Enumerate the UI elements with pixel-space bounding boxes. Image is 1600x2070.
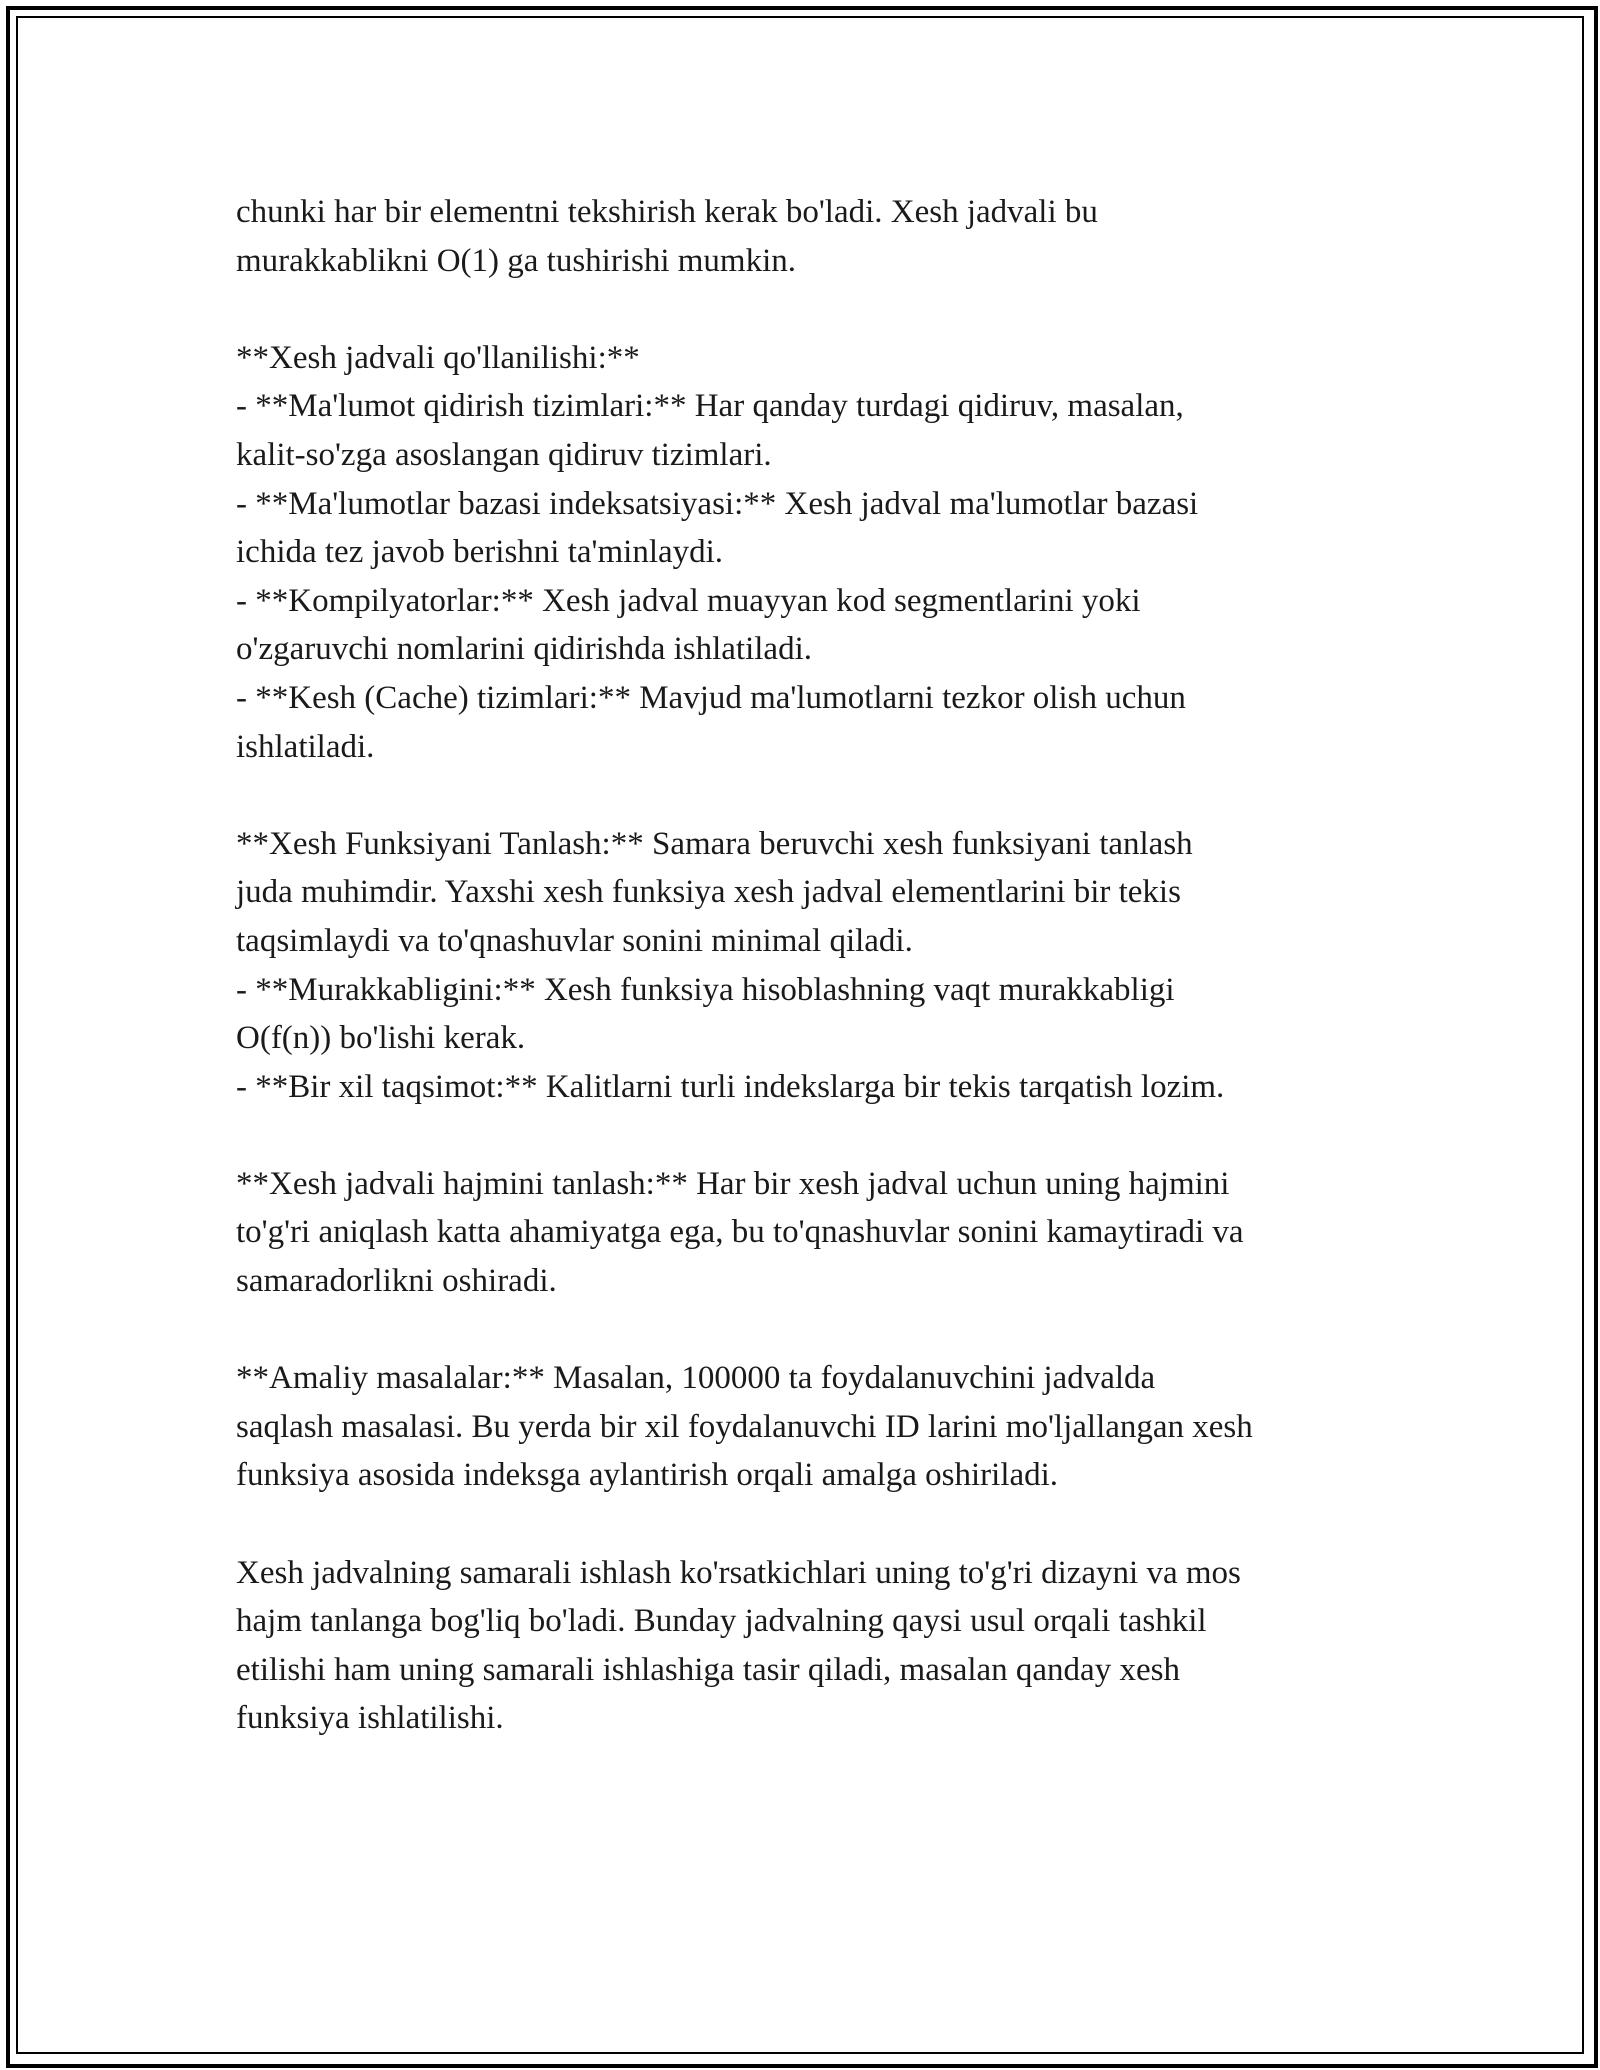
blank-line <box>236 1306 1386 1355</box>
section-heading: **Xesh jadvali qo'llanilishi:** <box>236 339 640 376</box>
paragraph-line: **Xesh jadvali hajmini tanlash:** Har bir xesh jadval uchun uning hajmini <box>236 1165 1230 1202</box>
paragraph-line: Xesh jadvalning samarali ishlash ko'rsatkichlari uning to'g'ri dizayni va mos <box>236 1554 1241 1591</box>
paragraph-line: taqsimlaydi va to'qnashuvlar sonini minimal qiladi. <box>236 922 913 959</box>
list-item: - **Murakkabligini:** Xesh funksiya hisoblashning vaqt murakkabligi <box>236 971 1175 1008</box>
paragraph-line: juda muhimdir. Yaxshi xesh funksiya xesh jadval elementlarini bir tekis <box>236 874 1181 911</box>
list-item-continuation: kalit-so'zga asoslangan qidiruv tizimlari. <box>236 436 772 473</box>
list-item: - **Ma'lumotlar bazasi indeksatsiyasi:** Xesh jadval ma'lumotlar bazasi <box>236 485 1199 522</box>
list-item-continuation: O(f(n)) bo'lishi kerak. <box>236 1020 526 1057</box>
blank-line <box>236 1111 1386 1160</box>
paragraph-line: **Amaliy masalalar:** Masalan, 100000 ta foydalanuvchini jadvalda <box>236 1360 1156 1397</box>
paragraph-line: samaradorlikni oshiradi. <box>236 1263 557 1300</box>
document-body <box>236 188 1386 1743</box>
text-line: murakkablikni O(1) ga tushirishi mumkin. <box>236 242 797 279</box>
paragraph-line: hajm tanlanga bog'liq bo'ladi. Bunday jadvalning qaysi usul orqali tashkil <box>236 1603 1207 1640</box>
list-item: - **Ma'lumot qidirish tizimlari:** Har qanday turdagi qidiruv, masalan, <box>236 388 1184 425</box>
paragraph-line: funksiya asosida indeksga aylantirish orqali amalga oshiriladi. <box>236 1457 1059 1494</box>
blank-line <box>236 771 1386 820</box>
blank-line <box>236 1500 1386 1549</box>
paragraph-line: **Xesh Funksiyani Tanlash:** Samara beruvchi xesh funksiyani tanlash <box>236 825 1193 862</box>
paragraph-line: etilishi ham uning samarali ishlashiga tasir qiladi, masalan qanday xesh <box>236 1651 1180 1688</box>
list-item-continuation: o'zgaruvchi nomlarini qidirishda ishlatiladi. <box>236 631 812 668</box>
blank-line <box>236 285 1386 334</box>
list-item-continuation: ichida tez javob berishni ta'minlaydi. <box>236 534 724 571</box>
list-item: - **Kompilyatorlar:** Xesh jadval muayyan kod segmentlarini yoki <box>236 582 1141 619</box>
list-item-continuation: ishlatiladi. <box>236 728 375 765</box>
paragraph-line: to'g'ri aniqlash katta ahamiyatga ega, bu to'qnashuvlar sonini kamaytiradi va <box>236 1214 1244 1251</box>
paragraph-line: funksiya ishlatilishi. <box>236 1700 504 1737</box>
list-item: - **Bir xil taqsimot:** Kalitlarni turli indekslarga bir tekis tarqatish lozim. <box>236 1068 1225 1105</box>
paragraph-line: saqlash masalasi. Bu yerda bir xil foydalanuvchi ID larini mo'ljallangan xesh <box>236 1408 1253 1445</box>
text-line: chunki har bir elementni tekshirish kerak bo'ladi. Xesh jadvali bu <box>236 194 1098 230</box>
list-item: - **Kesh (Cache) tizimlari:** Mavjud ma'lumotlarni tezkor olish uchun <box>236 679 1186 716</box>
